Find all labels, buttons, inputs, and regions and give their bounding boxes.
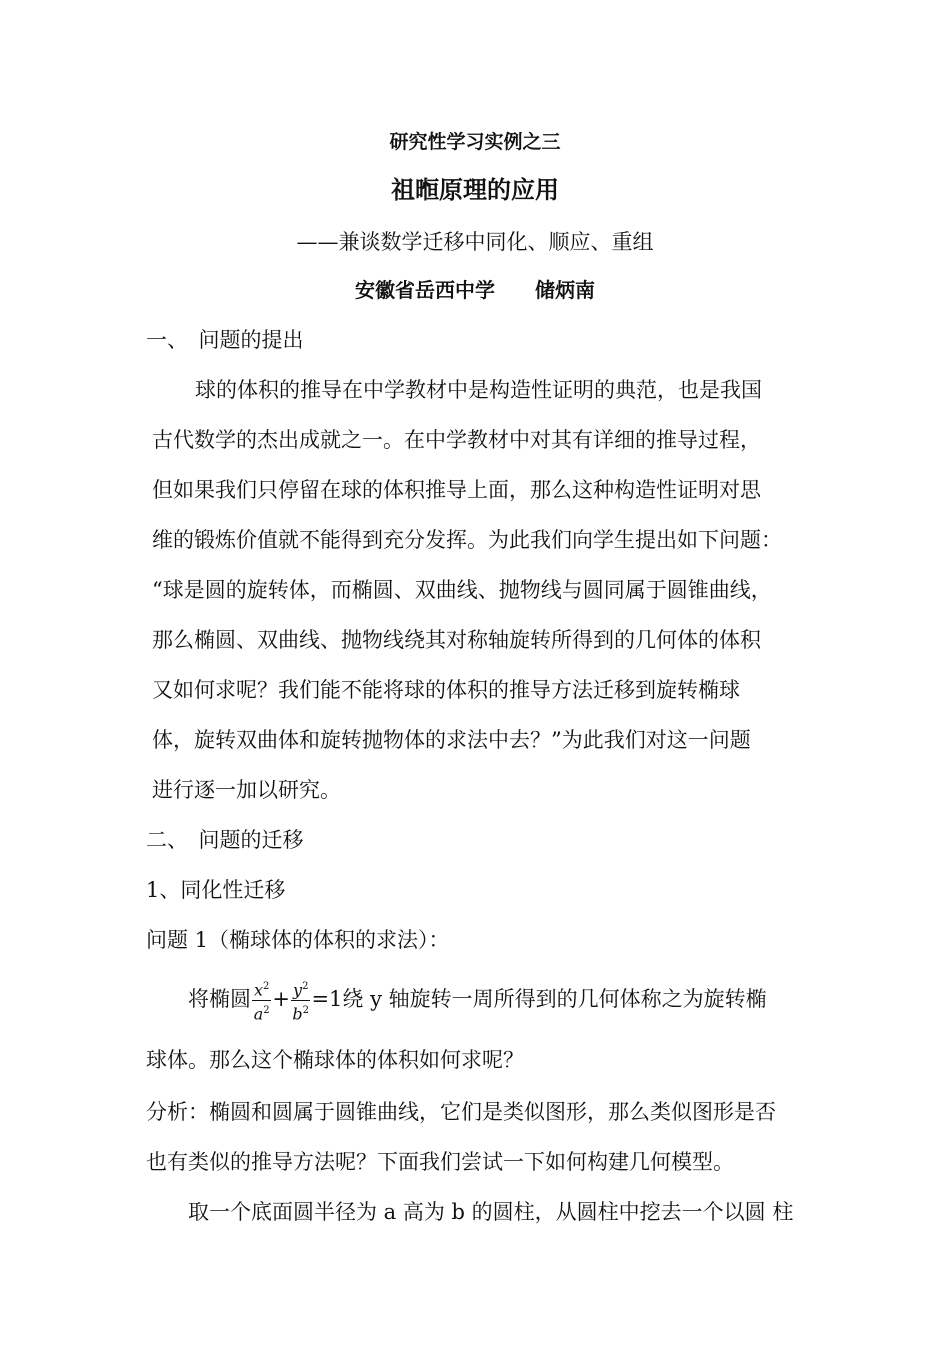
paragraph-line: 分析：椭圆和圆属于圆锥曲线，它们是类似图形，那么类似图形是否 (146, 1100, 776, 1124)
problem-label: 问题 1（椭球体的体积的求法）： (146, 928, 450, 952)
paragraph-line: 进行逐一加以研究。 (152, 778, 341, 802)
a-exponent: 2 (263, 1005, 270, 1016)
section-heading-2: 二、 问题的迁移 (146, 828, 304, 852)
plus-sign: + (272, 987, 291, 1011)
subsection-heading: 1、同化性迁移 (146, 878, 286, 902)
paragraph-line: 体，旋转双曲体和旋转抛物体的求法中去？”为此我们对这一问题 (152, 728, 751, 752)
paragraph-line: 又如何求呢？我们能不能将球的体积的推导方法迁移到旋转椭球 (152, 678, 740, 702)
x-denominator: a (253, 1004, 264, 1024)
formula-prefix: 将椭圆 (188, 987, 251, 1011)
x-fraction (252, 977, 271, 1025)
formula-suffix: 绕 y 轴旋转一周所得到的几何体称之为旋转椭 (342, 987, 767, 1011)
y-numerator: y (293, 980, 303, 999)
y-denominator: b (292, 1004, 303, 1024)
x-numerator: x (254, 980, 264, 999)
paragraph-line: 维的锻炼价值就不能得到充分发挥。为此我们向学生提出如下问题： (152, 528, 782, 552)
paragraph-line: “球是圆的旋转体，而椭圆、双曲线、抛物线与圆同属于圆锥曲线， (152, 578, 772, 602)
x-exponent: 2 (263, 980, 270, 992)
paragraph-line: 那么椭圆、双曲线、抛物线绕其对称轴旋转所得到的几何体的体积 (152, 628, 761, 652)
formula-line (188, 972, 767, 1026)
series-title: 研究性学习实例之三 (389, 131, 561, 153)
paragraph-line: 球体。那么这个椭球体的体积如何求呢？ (146, 1048, 524, 1072)
author-line: 安徽省岳西中学 储炳南 (355, 278, 595, 302)
y-exponent: 2 (302, 980, 309, 992)
paragraph-line: 古代数学的杰出成就之一。在中学教材中对其有详细的推导过程， (152, 428, 761, 452)
section-heading-1: 一、 问题的提出 (146, 328, 304, 352)
subtitle: ——兼谈数学迁移中同化、顺应、重组 (296, 230, 654, 254)
equals-one: =1 (311, 987, 343, 1011)
y-fraction (291, 977, 310, 1025)
paragraph-line: 取一个底面圆半径为 a 高为 b 的圆柱，从圆柱中挖去一个以圆 柱 (188, 1200, 794, 1224)
paragraph-line: 球的体积的推导在中学教材中是构造性证明的典范，也是我国 (195, 378, 762, 402)
paragraph-line: 但如果我们只停留在球的体积推导上面，那么这种构造性证明对思 (152, 478, 761, 502)
paragraph-line: 也有类似的推导方法呢？下面我们尝试一下如何构建几何模型。 (146, 1150, 734, 1174)
b-exponent: 2 (302, 1005, 310, 1016)
main-title: 祖暅原理的应用 (391, 176, 559, 204)
